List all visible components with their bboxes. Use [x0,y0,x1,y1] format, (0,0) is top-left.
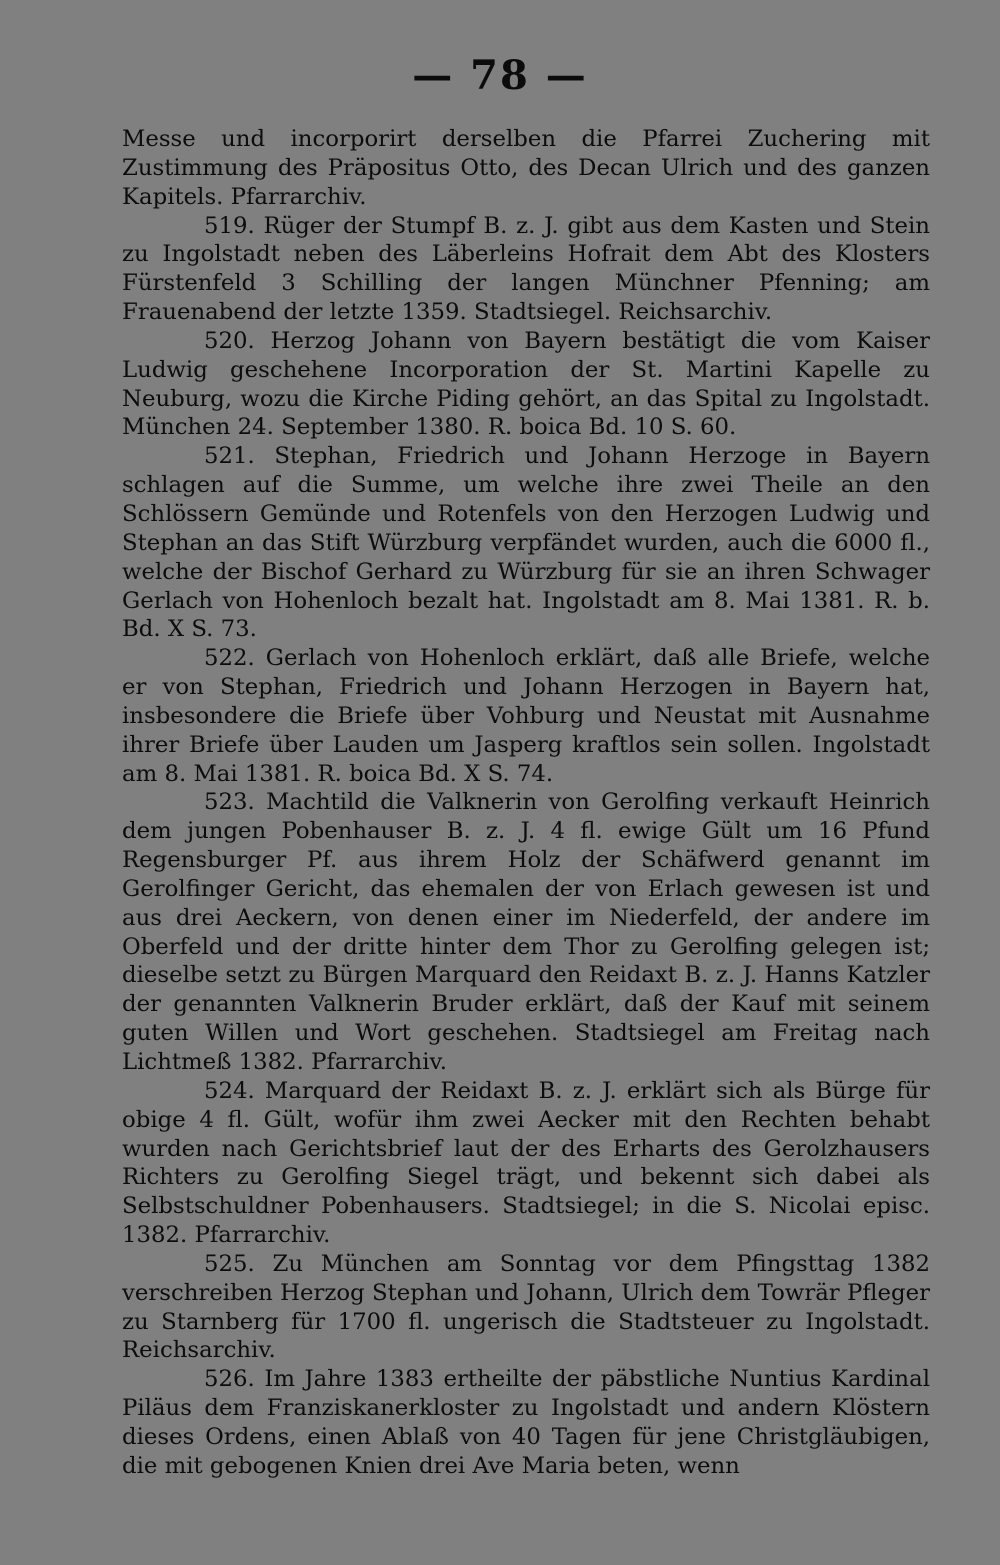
paragraph-entry-526: 526. Im Jahre 1383 ertheilte der päbstliche Nuntius Kardinal Piläus dem Franziskanerkloster zu Ingolstadt und andern Klöstern dieses Ordens, einen Ablaß von 40 Tagen für jene Christgläubigen, die mit gebogenen Knien drei Ave Maria beten, wenn [122,1366,930,1479]
body-text [122,125,930,1481]
paragraph-entry-521: 521. Stephan, Friedrich und Johann Herzoge in Bayern schlagen auf die Summe, um welche ihre zwei Theile an den Schlössern Gemünde und Rotenfels von den Herzogen Ludwig und Stephan an das Stift Würzburg verpfändet wurden, auch die 6000 fl., welche der Bischof Gerhard zu Würzburg für sie an ihren Schwager Gerlach von Hohenloch bezalt hat. Ingolstadt am 8. Mai 1381. R. b. Bd. X S. 73. [122,443,930,643]
paragraph-entry-523: 523. Machtild die Valknerin von Gerolfing verkauft Heinrich dem jungen Pobenhauser B. z. J. 4 fl. ewige Gült um 16 Pfund Regensburger Pf. aus ihrem Holz der Schäfwerd genannt im Gerolfinger Gericht, das ehemalen der von Erlach gewesen ist und aus drei Aeckern, von denen einer im Niederfeld, der andere im Oberfeld und der dritte hinter dem Thor zu Gerolfing gelegen ist; dieselbe setzt zu Bürgen Marquard den Reidaxt B. z. J. Hanns Katzler der genannten Valknerin Bruder erklärt, daß der Kauf mit seinem guten Willen und Wort geschehen. Stadtsiegel am Freitag nach Lichtmeß 1382. Pfarrarchiv. [122,789,930,1075]
paragraph-continuation: Messe und incorporirt derselben die Pfarrei Zuchering mit Zustimmung des Präpositus Otto, des Decan Ulrich und des ganzen Kapitels. Pfarrarchiv. [122,126,930,210]
paragraph-entry-522: 522. Gerlach von Hohenloch erklärt, daß alle Briefe, welche er von Stephan, Friedrich und Johann Herzogen in Bayern hat, insbesondere die Briefe über Vohburg und Neustat mit Ausnahme ihrer Briefe über Lauden um Jasperg kraftlos sein sollen. Ingolstadt am 8. Mai 1381. R. boica Bd. X S. 74. [122,645,930,787]
paragraph-entry-520: 520. Herzog Johann von Bayern bestätigt die vom Kaiser Ludwig geschehene Incorporation der St. Martini Kapelle zu Neuburg, wozu die Kirche Piding gehört, an das Spital zu Ingolstadt. München 24. September 1380. R. boica Bd. 10 S. 60. [122,327,930,441]
paragraph-entry-519: 519. Rüger der Stumpf B. z. J. gibt aus dem Kasten und Stein zu Ingolstadt neben des Läberleins Hofrait dem Abt des Klosters Fürstenfeld 3 Schilling der langen Münchner Pfenning; am Frauenabend der letzte 1359. Stadtsiegel. Reichsarchiv. [122,212,930,326]
paragraph-entry-525: 525. Zu München am Sonntag vor dem Pfingsttag 1382 verschreiben Herzog Stephan und Johann, Ulrich dem Towrär Pfleger zu Starnberg für 1700 fl. ungerisch die Stadtsteuer zu Ingolstadt. Reichsarchiv. [122,1250,930,1364]
paragraph-entry-524: 524. Marquard der Reidaxt B. z. J. erklärt sich als Bürge für obige 4 fl. Gült, wofür ihm zwei Aecker mit den Rechten behabt wurden nach Gerichtsbrief laut der des Erharts des Gerolzhausers Richters zu Gerolfing Siegel trägt, und bekennt sich dabei als Selbstschuldner Pobenhausers. Stadtsiegel; in die S. Nicolai episc. 1382. Pfarrarchiv. [122,1077,930,1249]
page-number: — 78 — [412,52,588,99]
